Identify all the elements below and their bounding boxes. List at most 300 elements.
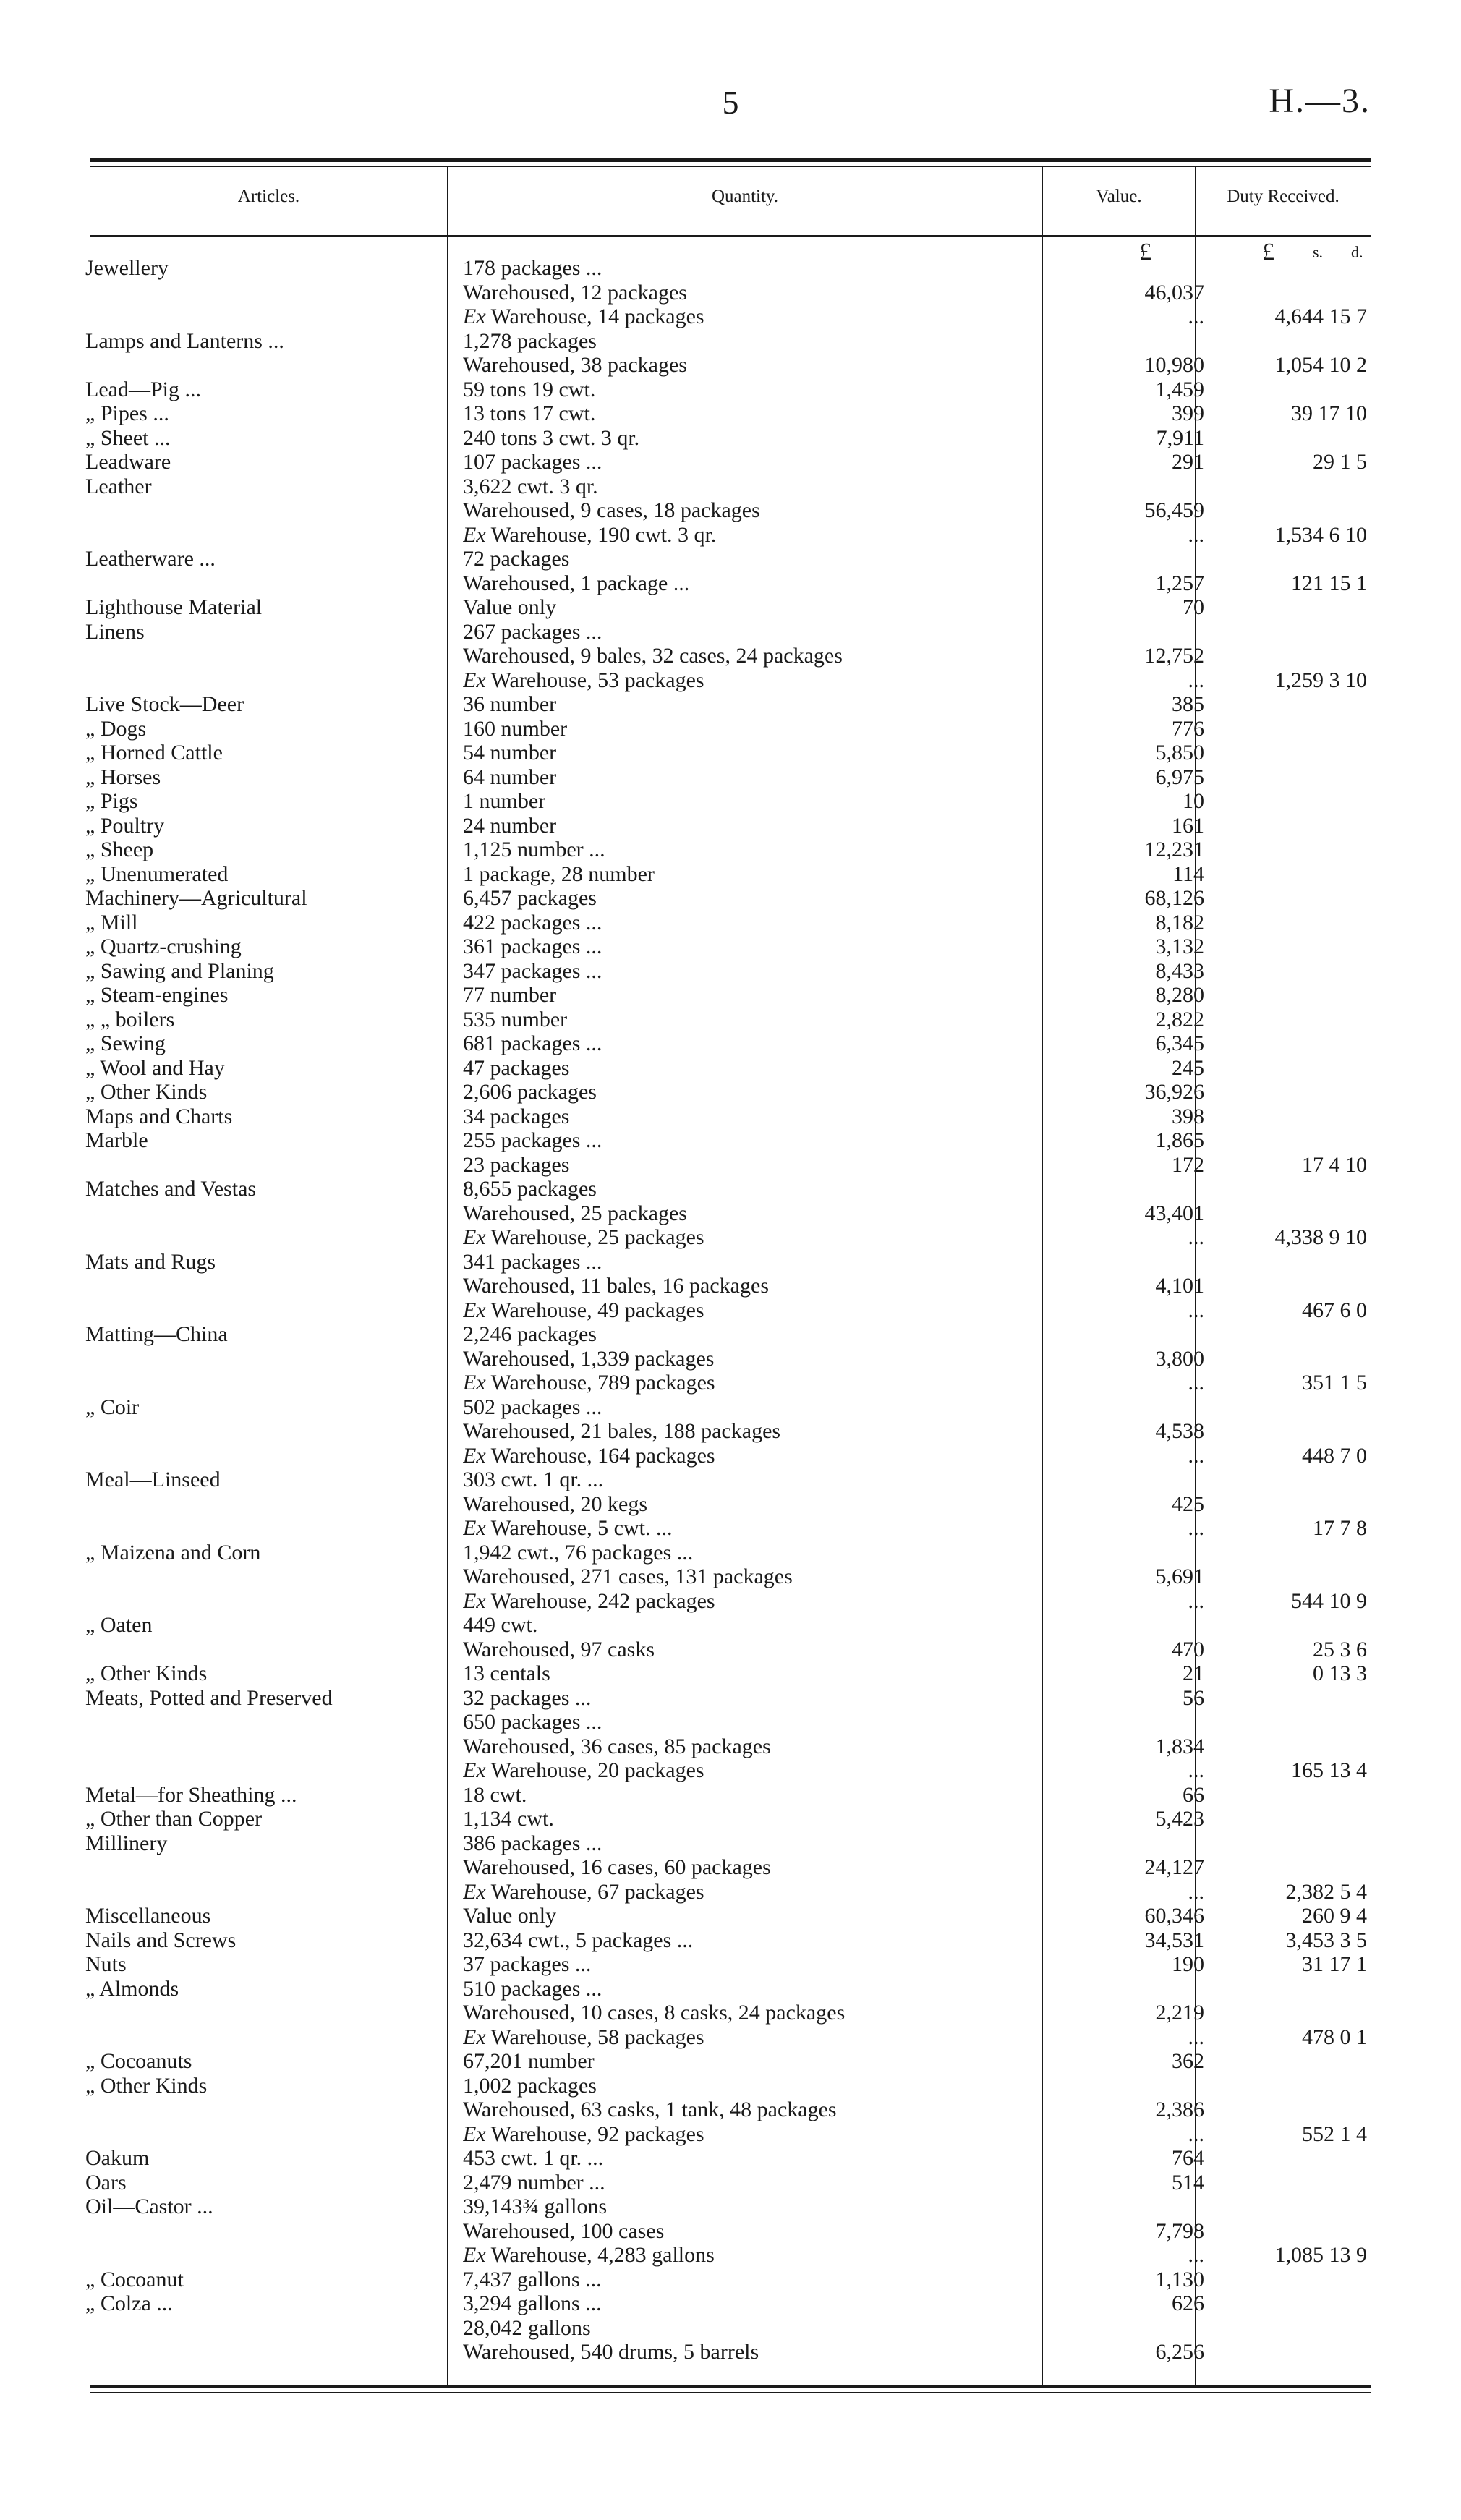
quantity-cell: 1,278 packages xyxy=(463,328,597,353)
article-cell: „ Pipes ... xyxy=(85,401,169,425)
article-cell: „ Unenumerated xyxy=(85,861,229,886)
value-cell: 2,219 xyxy=(1155,2001,1204,2025)
article-cell: „ Steam-engines xyxy=(85,983,229,1007)
table-row xyxy=(0,1225,1461,1250)
value-cell: 1,130 xyxy=(1155,2267,1204,2291)
article-cell: „ Pigs xyxy=(85,789,138,813)
value-cell: 1,865 xyxy=(1155,1128,1204,1152)
value-cell: ... xyxy=(1188,1516,1204,1540)
value-cell: ... xyxy=(1188,1879,1204,1904)
header-value: Value. xyxy=(1096,187,1142,206)
quantity-cell: 422 packages ... xyxy=(463,910,602,935)
quantity-cell: 7,437 gallons ... xyxy=(463,2267,602,2291)
table-row xyxy=(0,983,1461,1008)
value-cell: ... xyxy=(1188,1443,1204,1468)
value-cell: 6,975 xyxy=(1155,765,1204,789)
quantity-cell: 28,042 gallons xyxy=(463,2315,591,2340)
value-cell: 68,126 xyxy=(1144,886,1204,910)
table-row xyxy=(0,2074,1461,2098)
quantity-cell: Ex Warehouse, 14 packages xyxy=(463,305,704,328)
quantity-cell: 650 packages ... xyxy=(463,1710,602,1734)
table-row xyxy=(0,1734,1461,1759)
value-cell: 385 xyxy=(1172,692,1204,716)
bottom-rule xyxy=(90,2385,1371,2388)
table-row xyxy=(0,1201,1461,1226)
value-cell: 21 xyxy=(1183,1661,1204,1685)
header-rule xyxy=(90,235,1371,237)
value-cell: 291 xyxy=(1172,450,1204,474)
value-cell: 4,101 xyxy=(1155,1274,1204,1298)
article-cell: Live Stock—Deer xyxy=(85,692,244,716)
table-row xyxy=(0,1565,1461,1589)
quantity-cell: Ex Warehouse, 242 packages xyxy=(463,1588,715,1613)
table-row xyxy=(0,1031,1461,1056)
article-cell: „ Poultry xyxy=(85,813,165,838)
duty-cell: 467 6 0 xyxy=(1302,1298,1367,1322)
quantity-cell: Warehoused, 16 cases, 60 packages xyxy=(463,1855,771,1879)
table-row xyxy=(0,959,1461,984)
duty-unit-shillings: s. xyxy=(1313,243,1324,261)
value-cell: 7,911 xyxy=(1156,425,1204,450)
value-cell: ... xyxy=(1188,2025,1204,2049)
value-cell: ... xyxy=(1188,1371,1204,1395)
table-row xyxy=(0,353,1461,378)
value-cell: ... xyxy=(1188,522,1204,547)
value-cell: 10 xyxy=(1183,789,1204,813)
quantity-cell: 160 number xyxy=(463,716,568,741)
value-cell: 6,256 xyxy=(1155,2340,1204,2364)
bottom-rule-thin xyxy=(90,2392,1371,2393)
quantity-cell: 240 tons 3 cwt. 3 qr. xyxy=(463,425,640,450)
duty-cell: 17 4 10 xyxy=(1302,1152,1367,1177)
duty-cell: 2,382 5 4 xyxy=(1285,1879,1367,1904)
table-row xyxy=(0,1347,1461,1371)
table-row xyxy=(0,547,1461,571)
document-code: H.—3. xyxy=(1269,82,1371,120)
duty-cell: 1,085 13 9 xyxy=(1274,2243,1367,2267)
value-cell: 764 xyxy=(1172,2146,1204,2170)
article-cell: Meats, Potted and Preserved xyxy=(85,1685,333,1710)
article-cell: „ Sewing xyxy=(85,1031,166,1055)
table-row xyxy=(0,1444,1461,1468)
article-cell: „ Other Kinds xyxy=(85,1080,208,1104)
article-cell: Linens xyxy=(85,619,145,644)
value-cell: ... xyxy=(1188,668,1204,692)
article-cell: Matting—China xyxy=(85,1322,228,1346)
table-row xyxy=(0,2291,1461,2316)
quantity-cell: Warehoused, 1,339 packages xyxy=(463,1346,715,1371)
value-cell: ... xyxy=(1188,2121,1204,2146)
table-row xyxy=(0,1395,1461,1420)
quantity-cell: Warehoused, 540 drums, 5 barrels xyxy=(463,2340,759,2364)
table-row xyxy=(0,1492,1461,1517)
value-cell: 8,182 xyxy=(1155,910,1204,935)
quantity-cell: 37 packages ... xyxy=(463,1952,592,1976)
article-cell: Marble xyxy=(85,1128,148,1152)
value-cell: ... xyxy=(1188,1225,1204,1249)
quantity-cell: Ex Warehouse, 67 packages xyxy=(463,1879,704,1904)
quantity-cell: 1 number xyxy=(463,789,546,813)
quantity-cell: 453 cwt. 1 qr. ... xyxy=(463,2146,604,2170)
table-row xyxy=(0,523,1461,548)
quantity-cell: 77 number xyxy=(463,983,557,1007)
top-rule xyxy=(90,158,1371,162)
value-cell: 1,834 xyxy=(1155,1734,1204,1758)
table-row xyxy=(0,426,1461,451)
table-row xyxy=(0,717,1461,741)
table-row xyxy=(0,1661,1461,1686)
table-row xyxy=(0,450,1461,474)
table-row xyxy=(0,1322,1461,1347)
value-cell: 6,345 xyxy=(1155,1031,1204,1055)
duty-cell: 1,534 6 10 xyxy=(1274,522,1367,547)
table-row xyxy=(0,862,1461,887)
table-row xyxy=(0,1928,1461,1953)
article-cell: „ Cocoanuts xyxy=(85,2049,192,2073)
quantity-cell: 3,294 gallons ... xyxy=(463,2291,602,2315)
table-row xyxy=(0,2243,1461,2268)
quantity-cell: 681 packages ... xyxy=(463,1031,602,1055)
quantity-cell: 1,942 cwt., 76 packages ... xyxy=(463,1540,694,1565)
article-cell: „ Mill xyxy=(85,910,138,935)
quantity-cell: Warehoused, 100 cases xyxy=(463,2218,665,2243)
article-cell: „ Cocoanut xyxy=(85,2267,184,2291)
article-cell: „ Sawing and Planing xyxy=(85,958,274,983)
table-row xyxy=(0,1710,1461,1734)
value-cell: 43,401 xyxy=(1144,1201,1204,1225)
value-cell: 626 xyxy=(1172,2291,1204,2315)
article-cell: Lead—Pig ... xyxy=(85,377,201,401)
table-row xyxy=(0,1758,1461,1783)
article-cell: Oars xyxy=(85,2170,127,2195)
duty-cell: 39 17 10 xyxy=(1291,401,1367,425)
quantity-cell: Warehoused, 36 cases, 85 packages xyxy=(463,1734,771,1758)
quantity-cell: 1,125 number ... xyxy=(463,838,605,861)
table-row xyxy=(0,2025,1461,2050)
article-cell: „ Colza ... xyxy=(85,2291,173,2315)
value-cell: 1,459 xyxy=(1155,377,1204,401)
value-unit-pound: £ xyxy=(1139,239,1151,265)
table-row xyxy=(0,1080,1461,1104)
quantity-cell: 303 cwt. 1 qr. ... xyxy=(463,1468,604,1491)
value-cell: 4,538 xyxy=(1155,1419,1204,1443)
value-cell: 425 xyxy=(1172,1491,1204,1516)
article-cell: Nuts xyxy=(85,1952,127,1976)
quantity-cell: Warehoused, 63 casks, 1 tank, 48 packages xyxy=(463,2098,837,2121)
article-cell: Mats and Rugs xyxy=(85,1249,216,1274)
value-cell: 3,132 xyxy=(1155,935,1204,958)
table-row xyxy=(0,2219,1461,2244)
quantity-cell: 32 packages ... xyxy=(463,1685,592,1710)
quantity-cell: Ex Warehouse, 25 packages xyxy=(463,1225,704,1249)
duty-cell: 0 13 3 xyxy=(1313,1661,1367,1685)
table-row xyxy=(0,1541,1461,1565)
quantity-cell: 535 number xyxy=(463,1007,568,1031)
quantity-cell: Warehoused, 25 packages xyxy=(463,1201,687,1225)
table-row xyxy=(0,886,1461,911)
value-cell: 2,386 xyxy=(1155,2098,1204,2121)
table-row xyxy=(0,1855,1461,1880)
quantity-cell: 341 packages ... xyxy=(463,1249,602,1274)
table-row xyxy=(0,1904,1461,1928)
duty-unit-pence: d. xyxy=(1351,243,1363,261)
article-cell: Leadware xyxy=(85,450,171,474)
header-duty: Duty Received. xyxy=(1227,187,1339,206)
value-cell: 46,037 xyxy=(1144,280,1204,305)
table-row xyxy=(0,1371,1461,1395)
table-row xyxy=(0,256,1461,281)
article-cell: Miscellaneous xyxy=(85,1904,211,1928)
duty-cell: 4,644 15 7 xyxy=(1274,305,1367,328)
quantity-cell: Ex Warehouse, 4,283 gallons xyxy=(463,2243,715,2267)
quantity-cell: 34 packages xyxy=(463,1104,570,1128)
value-cell: 70 xyxy=(1183,595,1204,619)
table-row xyxy=(0,2340,1461,2364)
table-row xyxy=(0,935,1461,959)
header-quantity: Quantity. xyxy=(711,187,779,206)
duty-cell: 17 7 8 xyxy=(1313,1516,1367,1540)
quantity-cell: 2,479 number ... xyxy=(463,2170,605,2195)
value-cell: 24,127 xyxy=(1144,1855,1204,1879)
value-cell: 8,433 xyxy=(1155,958,1204,983)
table-row xyxy=(0,1807,1461,1831)
value-cell: 60,346 xyxy=(1144,1904,1204,1928)
table-row xyxy=(0,401,1461,426)
value-cell: 10,980 xyxy=(1144,353,1204,377)
table-row xyxy=(0,814,1461,838)
quantity-cell: Warehoused, 38 packages xyxy=(463,353,687,377)
table-row xyxy=(0,1153,1461,1178)
table-row xyxy=(0,1419,1461,1444)
duty-cell: 29 1 5 xyxy=(1313,450,1367,474)
value-cell: 5,850 xyxy=(1155,741,1204,765)
value-cell: 2,822 xyxy=(1155,1007,1204,1031)
quantity-cell: 267 packages ... xyxy=(463,619,602,644)
article-cell: Nails and Screws xyxy=(85,1928,237,1952)
value-cell: 3,800 xyxy=(1155,1346,1204,1371)
quantity-cell: 67,201 number xyxy=(463,2049,595,2073)
quantity-cell: Ex Warehouse, 20 packages xyxy=(463,1758,704,1782)
quantity-cell: 72 packages xyxy=(463,547,570,571)
table-row xyxy=(0,1104,1461,1129)
quantity-cell: Warehoused, 9 cases, 18 packages xyxy=(463,498,760,522)
table-row xyxy=(0,1128,1461,1153)
value-cell: ... xyxy=(1188,2243,1204,2267)
quantity-cell: 1,002 packages xyxy=(463,2073,597,2098)
quantity-cell: Warehoused, 271 cases, 131 packages xyxy=(463,1565,793,1588)
quantity-cell: 3,622 cwt. 3 qr. xyxy=(463,474,598,498)
quantity-cell: 13 tons 17 cwt. xyxy=(463,401,596,425)
table-row xyxy=(0,2146,1461,2171)
duty-cell: 1,259 3 10 xyxy=(1274,668,1367,692)
table-row xyxy=(0,498,1461,523)
article-cell: „ Horned Cattle xyxy=(85,741,223,765)
article-cell: Jewellery xyxy=(85,256,169,280)
quantity-cell: Ex Warehouse, 49 packages xyxy=(463,1298,704,1322)
quantity-cell: 107 packages ... xyxy=(463,450,602,474)
value-cell: 399 xyxy=(1172,401,1204,425)
table-row xyxy=(0,329,1461,354)
value-cell: 161 xyxy=(1172,813,1204,838)
article-cell: Matches and Vestas xyxy=(85,1177,257,1201)
quantity-cell: Ex Warehouse, 789 packages xyxy=(463,1371,715,1395)
quantity-cell: 6,457 packages xyxy=(463,886,597,910)
value-cell: 36,926 xyxy=(1144,1080,1204,1104)
value-cell: 34,531 xyxy=(1144,1928,1204,1952)
quantity-cell: 1 package, 28 number xyxy=(463,861,655,886)
table-row xyxy=(0,1952,1461,1977)
value-cell: 66 xyxy=(1183,1782,1204,1807)
quantity-cell: Warehoused, 11 bales, 16 packages xyxy=(463,1274,769,1298)
quantity-cell: 54 number xyxy=(463,741,557,765)
value-cell: 5,423 xyxy=(1155,1807,1204,1831)
duty-cell: 552 1 4 xyxy=(1302,2121,1367,2146)
quantity-cell: Warehoused, 21 bales, 188 packages xyxy=(463,1419,781,1443)
quantity-cell: 502 packages ... xyxy=(463,1395,602,1419)
table-row xyxy=(0,281,1461,305)
value-cell: 245 xyxy=(1172,1055,1204,1080)
value-cell: 7,798 xyxy=(1155,2218,1204,2243)
table-row xyxy=(0,1177,1461,1201)
duty-cell: 3,453 3 5 xyxy=(1285,1928,1367,1952)
duty-cell: 1,054 10 2 xyxy=(1274,353,1367,377)
quantity-cell: Ex Warehouse, 53 packages xyxy=(463,668,704,692)
table-row xyxy=(0,595,1461,620)
article-cell: „ Quartz-crushing xyxy=(85,935,242,958)
table-row xyxy=(0,1468,1461,1492)
article-cell: Leather xyxy=(85,474,152,498)
article-cell: „ Sheep xyxy=(85,838,154,861)
quantity-cell: 255 packages ... xyxy=(463,1128,602,1152)
article-cell: Leatherware ... xyxy=(85,547,216,571)
quantity-cell: Warehoused, 10 cases, 8 casks, 24 packages xyxy=(463,2001,845,2025)
table-row xyxy=(0,1977,1461,2001)
article-cell: „ Dogs xyxy=(85,716,147,741)
table-row xyxy=(0,474,1461,499)
value-cell: 398 xyxy=(1172,1104,1204,1128)
table-row xyxy=(0,1589,1461,1614)
table-row xyxy=(0,620,1461,644)
table-row xyxy=(0,1783,1461,1808)
table-row xyxy=(0,1880,1461,1904)
quantity-cell: Warehoused, 9 bales, 32 cases, 24 packages xyxy=(463,644,843,668)
page-number: 5 xyxy=(722,84,739,121)
table-row xyxy=(0,1638,1461,1662)
table-row xyxy=(0,838,1461,862)
value-cell: ... xyxy=(1188,305,1204,328)
article-cell: „ Coir xyxy=(85,1395,140,1419)
quantity-cell: Value only xyxy=(463,595,557,619)
value-cell: 1,257 xyxy=(1155,571,1204,595)
quantity-cell: 64 number xyxy=(463,765,557,789)
quantity-cell: 18 cwt. xyxy=(463,1782,527,1807)
value-cell: 514 xyxy=(1172,2170,1204,2195)
quantity-cell: 178 packages ... xyxy=(463,256,602,280)
quantity-cell: 449 cwt. xyxy=(463,1613,538,1637)
quantity-cell: Warehoused, 12 packages xyxy=(463,280,687,305)
table-row xyxy=(0,2001,1461,2025)
article-cell: „ Other Kinds xyxy=(85,2073,208,2098)
duty-cell: 260 9 4 xyxy=(1302,1904,1367,1928)
value-cell: 8,280 xyxy=(1155,983,1204,1007)
quantity-cell: Ex Warehouse, 92 packages xyxy=(463,2121,704,2146)
table-row xyxy=(0,305,1461,329)
value-cell: 114 xyxy=(1172,861,1204,886)
quantity-cell: Ex Warehouse, 190 cwt. 3 qr. xyxy=(463,522,717,547)
article-cell: Metal—for Sheathing ... xyxy=(85,1782,297,1807)
table-row xyxy=(0,2122,1461,2147)
article-cell: „ Sheet ... xyxy=(85,425,171,450)
table-row xyxy=(0,1008,1461,1032)
quantity-cell: Warehoused, 20 kegs xyxy=(463,1491,648,1516)
table-row xyxy=(0,911,1461,935)
header-articles: Articles. xyxy=(237,187,300,206)
duty-cell: 4,338 9 10 xyxy=(1274,1225,1367,1249)
article-cell: Maps and Charts xyxy=(85,1104,233,1128)
duty-cell: 31 17 1 xyxy=(1302,1952,1367,1976)
value-cell: 12,752 xyxy=(1144,644,1204,668)
quantity-cell: 47 packages xyxy=(463,1055,570,1080)
duty-cell: 544 10 9 xyxy=(1291,1588,1367,1613)
table-row xyxy=(0,2171,1461,2195)
duty-cell: 165 13 4 xyxy=(1291,1758,1367,1782)
quantity-cell: 24 number xyxy=(463,813,557,838)
value-cell: 172 xyxy=(1172,1152,1204,1177)
top-rule-thin xyxy=(90,166,1371,167)
table-row xyxy=(0,692,1461,717)
article-cell: „ Wool and Hay xyxy=(85,1055,225,1080)
article-cell: Machinery—Agricultural xyxy=(85,886,307,910)
value-cell: ... xyxy=(1188,1298,1204,1322)
quantity-cell: Ex Warehouse, 164 packages xyxy=(463,1443,715,1468)
value-cell: 776 xyxy=(1172,716,1204,741)
duty-cell: 25 3 6 xyxy=(1313,1637,1367,1661)
article-cell: „ Maizena and Corn xyxy=(85,1540,261,1565)
article-cell: „ Other than Copper xyxy=(85,1807,263,1831)
article-cell: Meal—Linseed xyxy=(85,1468,221,1491)
value-cell: 470 xyxy=(1172,1637,1204,1661)
article-cell: „ Almonds xyxy=(85,1976,179,2001)
article-cell: Oil—Castor ... xyxy=(85,2195,213,2218)
quantity-cell: 510 packages ... xyxy=(463,1976,602,2001)
quantity-cell: 13 centals xyxy=(463,1661,550,1685)
duty-cell: 448 7 0 xyxy=(1302,1443,1367,1468)
value-cell: ... xyxy=(1188,1588,1204,1613)
value-cell: 56,459 xyxy=(1144,498,1204,522)
table-row xyxy=(0,741,1461,765)
duty-cell: 121 15 1 xyxy=(1291,571,1367,595)
table-row xyxy=(0,1250,1461,1274)
quantity-cell: Ex Warehouse, 5 cwt. ... xyxy=(463,1516,673,1540)
quantity-cell: Value only xyxy=(463,1904,557,1928)
value-cell: 12,231 xyxy=(1144,838,1204,861)
quantity-cell: 39,143¾ gallons xyxy=(463,2195,608,2218)
article-cell: Lighthouse Material xyxy=(85,595,263,619)
quantity-cell: 1,134 cwt. xyxy=(463,1807,554,1831)
duty-cell: 351 1 5 xyxy=(1302,1371,1367,1395)
table-row xyxy=(0,1613,1461,1638)
table-row xyxy=(0,1686,1461,1711)
table-row xyxy=(0,2195,1461,2219)
article-cell: Lamps and Lanterns ... xyxy=(85,328,284,353)
value-cell: 56 xyxy=(1183,1685,1204,1710)
quantity-cell: 2,246 packages xyxy=(463,1322,597,1346)
quantity-cell: 2,606 packages xyxy=(463,1080,597,1104)
table-row xyxy=(0,668,1461,693)
value-cell: ... xyxy=(1188,1758,1204,1782)
table-row xyxy=(0,1274,1461,1298)
value-cell: 362 xyxy=(1172,2049,1204,2073)
